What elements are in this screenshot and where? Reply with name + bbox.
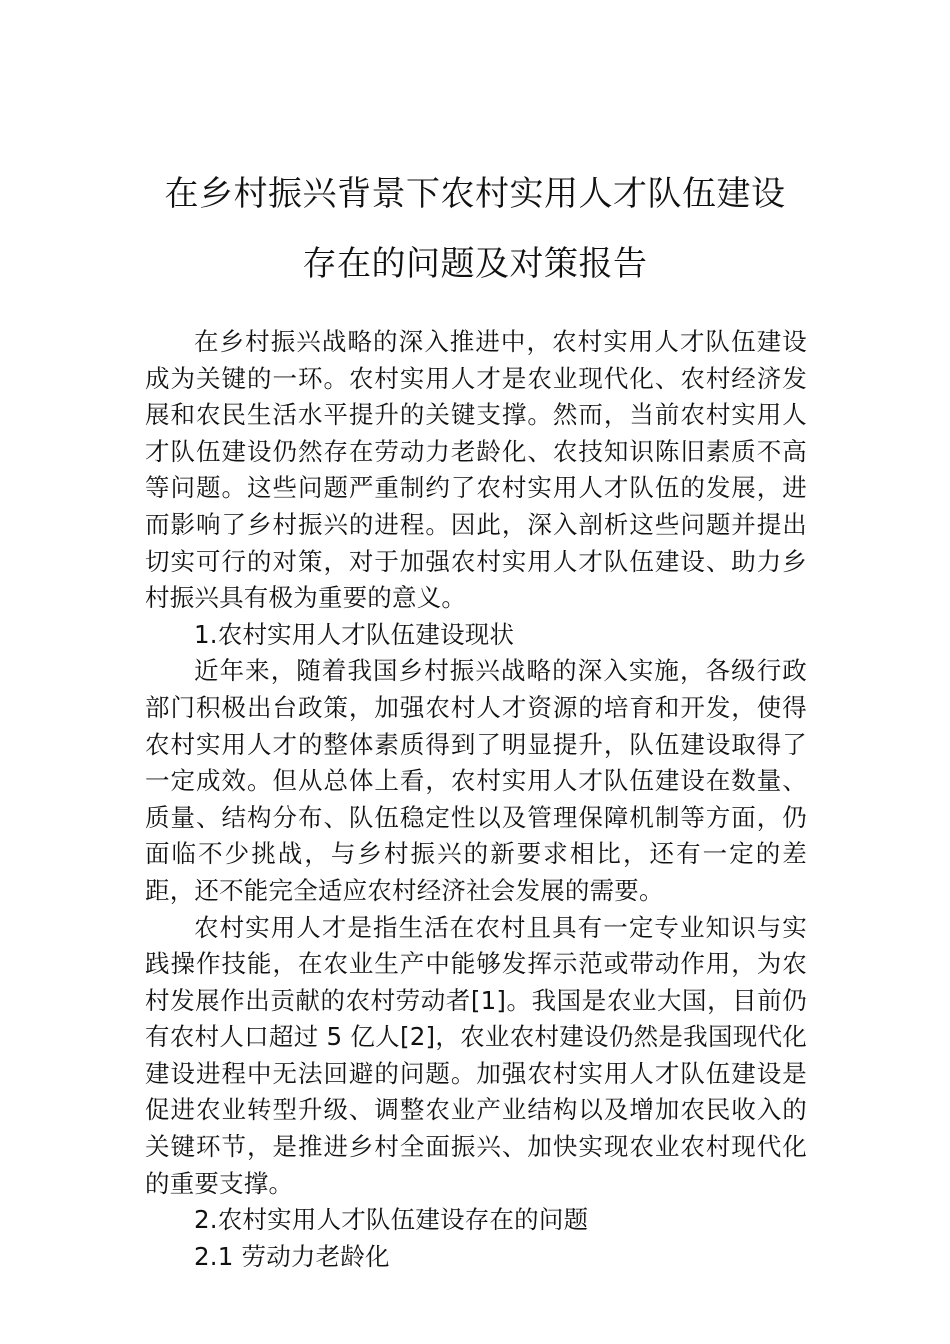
definition-paragraph: 农村实用人才是指生活在农村且具有一定专业知识与实践操作技能，在农业生产中能够发挥示范或带动作用，为农村发展作出贡献的农村劳动者[1]。我国是农业大国，目前仍有农村人口超过 5 亿人[2]，农业农村建设仍然是我国现代化建设进程中无法回避的问题。加强农村实用人才队伍建设是促进农业转型升级、调整农业产业结构以及增加农民收入的关键环节，是推进乡村全面振兴、加快实现农业农村现代化的重要支撑。 — [145, 912, 807, 1198]
document-body — [145, 324, 807, 1275]
intro-paragraph: 在乡村振兴战略的深入推进中，农村实用人才队伍建设成为关键的一环。农村实用人才是农业现代化、农村经济发展和农民生活水平提升的关键支撑。然而，当前农村实用人才队伍建设仍然存在劳动力老龄化、农技知识陈旧素质不高等问题。这些问题严重制约了农村实用人才队伍的发展，进而影响了乡村振兴的进程。因此，深入剖析这些问题并提出切实可行的对策，对于加强农村实用人才队伍建设、助力乡村振兴具有极为重要的意义。 — [145, 327, 807, 613]
section-heading-1: 1.农村实用人才队伍建设现状 — [194, 619, 515, 649]
document-title-line-1: 在乡村振兴背景下农村实用人才队伍建设 — [164, 174, 786, 214]
section-heading-2: 2.农村实用人才队伍建设存在的问题 — [194, 1205, 589, 1235]
subsection-heading-2-1: 2.1 劳动力老龄化 — [194, 1241, 390, 1271]
status-paragraph: 近年来，随着我国乡村振兴战略的深入实施，各级行政部门积极出台政策，加强农村人才资源的培育和开发，使得农村实用人才的整体素质得到了明显提升，队伍建设取得了一定成效。但从总体上看，农村实用人才队伍建设在数量、质量、结构分布、队伍稳定性以及管理保障机制等方面，仍面临不少挑战，与乡村振兴的新要求相比，还有一定的差距，还不能完全适应农村经济社会发展的需要。 — [145, 656, 807, 905]
document-title-line-2: 存在的问题及对策报告 — [302, 244, 648, 284]
